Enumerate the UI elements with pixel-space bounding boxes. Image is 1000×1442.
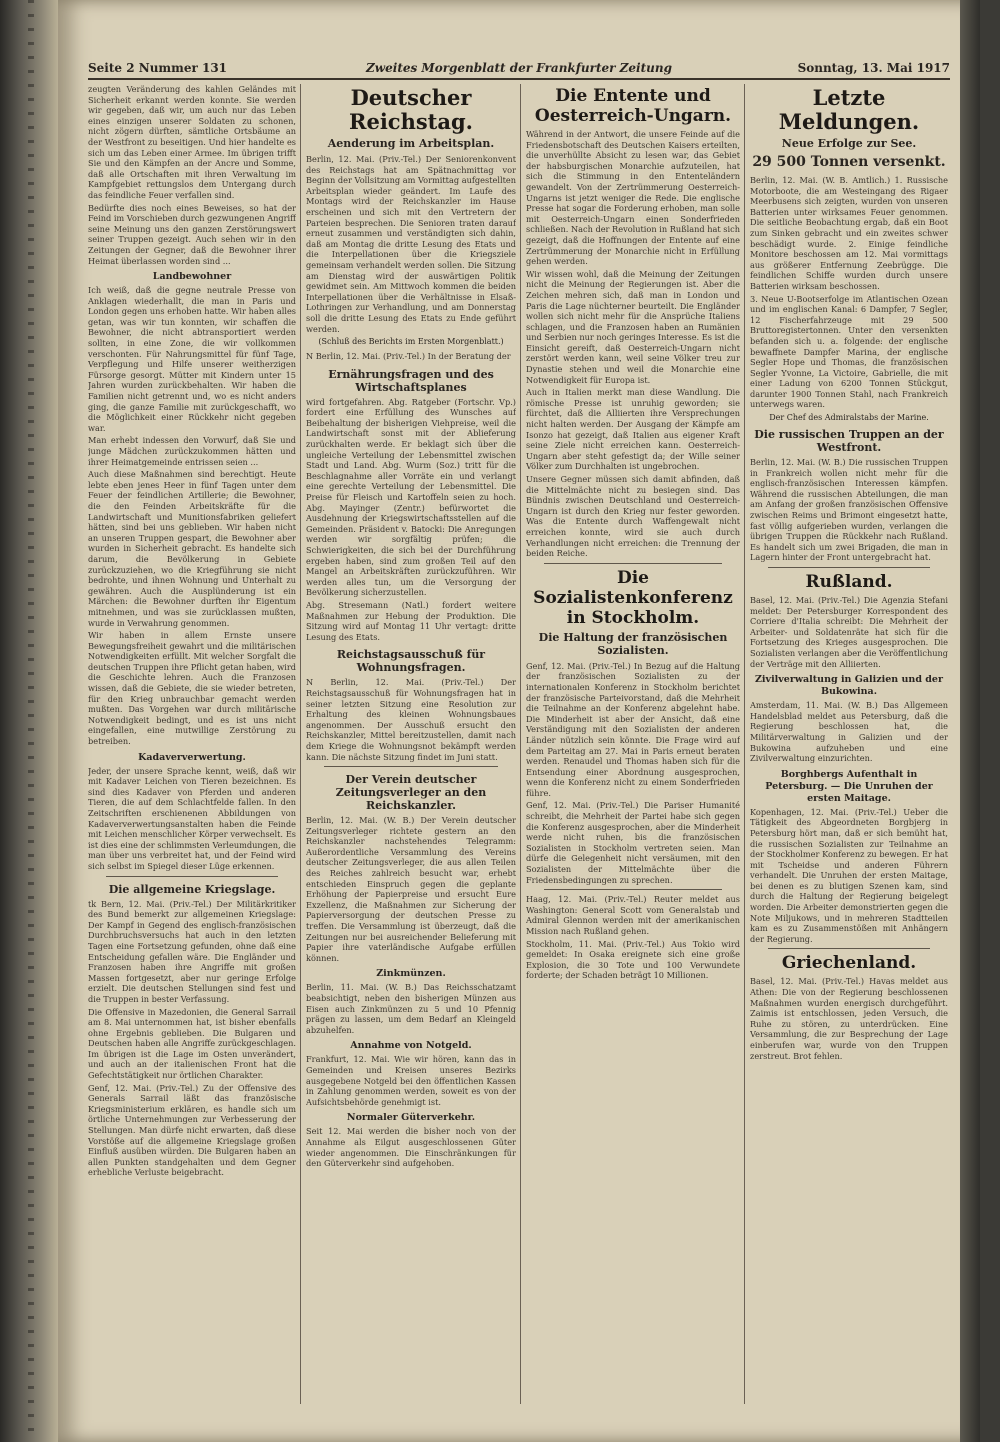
divider [544, 889, 722, 890]
section-heading: Zinkmünzen. [376, 968, 446, 980]
article-paragraph: N Berlin, 12. Mai. (Priv.-Tel.) Der Reichstagsausschuß für Wohnungsfragen hat in seiner letzten Sitzung eine Resolution zur Erhaltung des kleinen Wohnungsbaues angenommen. Der Ausschuß ersucht den Reichskanzler, Mittel bereitzustellen, damit nach dem Kriege die Wohnungsnot bekämpft werden kann. Die nächste Sitzung findet im Juni statt. [306, 677, 516, 762]
column-3 [526, 84, 740, 1404]
column-1 [88, 84, 296, 1404]
article-paragraph: 3. Neue U-Bootserfolge im Atlantischen Ozean und im englischen Kanal: 6 Dampfer, 7 Segler, 12 Fischerfahrzeuge mit 29 500 Bruttoregistertonnen. Unter den versenkten befanden sich u. a. folgende: der englische bewaffnete Dampfer Marina, der englische Segler Hope und Thomas, die französischen Segler Yvonne, La Victoire, Gabrielle, die mit einer Ladung von 6200 Tonnen Stückgut, darunter 1900 Tonnen Stahl, nach Frankreich unterwegs waren. [750, 293, 948, 410]
binding-stitches [28, 0, 34, 1442]
section-heading: Landbewohner [152, 271, 232, 283]
article-paragraph: N Berlin, 12. Mai. (Priv.-Tel.) In der Beratung der [306, 351, 511, 362]
article-paragraph: Wir haben in allem Ernste unsere Bewegungsfreiheit gewahrt und die militärischen Notwendigkeiten erfüllt. Mit welcher Sorgfalt die deutschen Truppen ihre Pflicht getan haben, wird die Geschichte lehren. Auch die Franzosen wissen, daß die Gebiete, die sie wieder betreten, für den Krieg unbrauchbar gemacht werden mußten. Das Vorgehen war durch militärische Notwendigkeit bedingt, und es ist uns nicht eingefallen, eine mutwillige Zerstörung zu betreiben. [88, 630, 296, 747]
section-heading: Annahme von Notgeld. [350, 1040, 472, 1052]
divider [768, 948, 930, 949]
article-headline: Die allgemeine Kriegslage. [108, 882, 276, 896]
column-4 [750, 84, 948, 1404]
article-paragraph: Berlin, 12. Mai. (W. B. Amtlich.) 1. Russische Motorboote, die am Westeingang des Rigaer Meerbusens sich zeigten, wurden von unseren Batterien unter wirksames Feuer genommen. Die seitliche Beobachtung ergab, daß ein Boot zum Sinken gebracht und ein zweites schwer beschädigt wurde. 2. Einige feindliche Monitore beschossen am 12. Mai vormittags aus größerer Entfernung Zeebrügge. Die feindlichen Schiffe wurden durch unsere Batterien wirksam beschossen. [750, 175, 948, 291]
article-paragraph: Jeder, der unsere Sprache kennt, weiß, daß wir mit Kadaver Leichen von Tieren bezeichnen. Es sind dies Kadaver von Pferden und anderen Tieren, die auf dem Schlachtfelde fallen. In den Zeitschriften erschienenen Abbildungen von Kadaververwertungsanstalten haben die Feinde mit Leichen menschlicher Körper verwechselt. Es ist dies eine der schlimmsten Verleumdungen, die man über uns verbreitet hat, und der Feind wird sich selbst im Spiegel dieser Lüge erkennen. [88, 765, 296, 871]
article-paragraph: Genf, 12. Mai. (Priv.-Tel.) Die Pariser Humanité schreibt, die Mehrheit der Partei habe sich gegen die Konferenz ausgesprochen, aber die Minderheit werde nicht ruhen, bis die französischen Sozialisten in Stockholm vertreten seien. Man dürfe die Gelegenheit nicht versäumen, mit den Sozialisten der Mittelmächte über die Friedensbedingungen zu sprechen. [526, 800, 740, 885]
article-headline: Deutscher Reichstag. [349, 85, 473, 134]
article-subheadline: 29 500 Tonnen versenkt. [752, 154, 946, 170]
page-number: Seite 2 Nummer 131 [88, 61, 228, 75]
article-paragraph: Während in der Antwort, die unsere Feinde auf die Friedensbotschaft des Deutschen Kaisers erteilten, die unverhüllte Absicht zu lesen war, das Gebiet der habsburgischen Monarchie aufzuteilen, hat sich die Stimmung in den Ententeländern gewandelt. Von der Zertrümmerung Oesterreich-Ungarns ist jetzt weniger die Rede. Die englische Presse hat sogar die Forderung erhoben, man solle mit Oesterreich-Ungarn einen Sonderfrieden schließen. Nach der Revolution in Rußland hat sich gezeigt, daß die Hoffnungen der Entente auf eine Zertrümmerung der Monarchie nicht in Erfüllung gehen werden. [526, 129, 740, 267]
article-paragraph: Die Offensive in Mazedonien, die General Sarrail am 8. Mai unternommen hat, ist bisher ebenfalls ohne Ergebnis geblieben. Die Bulgaren und Deutschen haben alle Angriffe zurückgeschlagen. Im übrigen ist die Lage im Osten unverändert, und auch an der italienischen Front hat die Gefechtstätigkeit nur örtlichen Charakter. [88, 1006, 296, 1081]
article-signature: Der Chef des Admiralstabs der Marine. [769, 413, 929, 423]
article-paragraph: Basel, 12. Mai. (Priv.-Tel.) Havas meldet aus Athen: Die von der Regierung beschlossenen Maßnahmen wurden energisch durchgeführt. Zaimis ist entschlossen, jeden Versuch, die Ruhe zu stören, zu unterdrücken. Eine Versammlung, die zur Besprechung der Lage einberufen war, wurde von den Truppen zerstreut. Brot fehlen. [750, 976, 948, 1061]
article-paragraph: Genf, 12. Mai. (Priv.-Tel.) In Bezug auf die Haltung der französischen Sozialisten zu der internationalen Konferenz in Stockholm berichtet der französische Parteivorstand, daß die Mehrheit die Teilnahme an der Konferenz abgelehnt habe. Die Minderheit ist aber der Ansicht, daß eine Verständigung mit den Sozialisten der anderen Länder nützlich sein könnte. Die Frage wird auf dem Parteitag am 27. Mai in Paris erneut beraten werden. Renaudel und Thomas haben sich für die Entsendung einer Abordnung ausgesprochen, wenn die Konferenz nicht zu einem Sonderfrieden führe. [526, 660, 740, 798]
section-heading: Borghbergs Aufenthalt in Petersburg. — Die Unruhen der ersten Maitage. [765, 768, 933, 804]
article-headline: Die Sozialistenkonferenz in Stockholm. [533, 567, 733, 628]
column-rule [744, 84, 745, 1404]
article-headline: Der Verein deutscher Zeitungsverleger an den Reichskanzler. [335, 773, 487, 813]
article-paragraph: Amsterdam, 11. Mai. (W. B.) Das Allgemeen Handelsblad meldet aus Petersburg, daß die Regierung beschlossen hat, die Militärverwaltung in Galizien und der Bukowina aufzuheben und eine Zivilverwaltung einzurichten. [750, 700, 948, 764]
article-note: (Schluß des Berichts im Ersten Morgenblatt.) [318, 337, 504, 347]
article-paragraph: Berlin, 12. Mai. (W. B.) Der Verein deutscher Zeitungsverleger richtete gestern an den Reichskanzler nachstehendes Telegramm: Außerordentliche Versammlung des Vereins deutscher Zeitungsverleger, die aus allen Teilen des Reiches zahlreich besucht war, erhebt entschieden Einspruch gegen die geplante Erhöhung der Papierpreise und ersucht Eure Exzellenz, die Maßnahmen zur Sicherung der Papierversorgung der deutschen Presse zu treffen. Die Versammlung ist überzeugt, daß die Zeitungen nur bei ausreichender Belieferung mit Papier ihre vaterländische Aufgabe erfüllen können. [306, 815, 516, 963]
section-heading: Kadaververwertung. [138, 751, 246, 763]
article-paragraph: Haag, 12. Mai. (Priv.-Tel.) Reuter meldet aus Washington: General Scott vom Generalstab und Admiral Glennon werden mit der amerikanischen Mission nach Rußland gehen. [526, 894, 740, 936]
article-paragraph: Kopenhagen, 12. Mai. (Priv.-Tel.) Ueber die Tätigkeit des Abgeordneten Borgbjerg in Petersburg hört man, daß er sich bemüht hat, die russischen Sozialisten zur Teilnahme an der Stockholmer Konferenz zu bewegen. Er hat mit Tscheidse und anderen Führern verhandelt. Die Unruhen der ersten Maitage, bei denen es zu blutigen Szenen kam, sind durch die Haltung der Regierung beigelegt worden. Die Arbeiter demonstrierten gegen die Note Miljukows, und in mehreren Stadtteilen kam es zu Zusammenstößen mit Anhängern der Regierung. [750, 806, 948, 944]
masthead: Zweites Morgenblatt der Frankfurter Zeitung [366, 61, 672, 75]
article-paragraph: Berlin, 11. Mai. (W. B.) Das Reichsschatzamt beabsichtigt, neben den bisherigen Münzen aus Eisen auch Zinkmünzen zu 5 und 10 Pfennig prägen zu lassen, um dem Bedarf an Kleingeld abzuhelfen. [306, 982, 516, 1035]
article-subheadline: Neue Erfolge zur See. [781, 137, 917, 150]
column-rule [520, 84, 521, 1404]
article-paragraph: Auch in Italien merkt man diese Wandlung. Die römische Presse ist unruhig geworden; sie fürchtet, daß die Alliierten ihre Versprechungen nicht halten werden. Der Ausgang der Kämpfe am Isonzo hat gezeigt, daß Italien aus eigener Kraft seine Ziele nicht erreichen kann. Oesterreich-Ungarn aber steht gefestigt da; der Wille seiner Völker zum Durchhalten ist ungebrochen. [526, 387, 740, 472]
article-paragraph: Genf, 12. Mai. (Priv.-Tel.) Zu der Offensive des Generals Sarrail läßt das französische Kriegsministerium erklären, es handle sich um örtliche Unternehmungen zur Verbesserung der Stellungen. Man dürfe nicht erwarten, daß diese Vorstöße auf die allgemeine Kriegslage großen Einfluß ausüben würden. Die Bulgaren haben an allen Punkten standgehalten und dem Gegner erhebliche Verluste beigebracht. [88, 1082, 296, 1178]
section-heading: Zivilverwaltung in Galizien und der Bukowina. [755, 674, 943, 698]
article-paragraph: Basel, 12. Mai. (Priv.-Tel.) Die Agenzia Stefani meldet: Der Petersburger Korrespondent des Corriere d'Italia schreibt: Die Mehrheit der Arbeiter- und Soldatenräte hat sich für die Fortsetzung des Krieges ausgesprochen. Die Sozialisten verlangen aber die Veröffentlichung der Verträge mit den Alliierten. [750, 595, 948, 669]
section-heading: Die russischen Truppen an der Westfront. [754, 428, 944, 455]
article-paragraph: Stockholm, 11. Mai. (Priv.-Tel.) Aus Tokio wird gemeldet: In Osaka ereignete sich eine große Explosion, die 30 Tote und 100 Verwundete forderte; der Schaden beträgt 10 Millionen. [526, 938, 740, 981]
article-subheadline: Die Haltung der französischen Sozialisten. [538, 630, 728, 657]
article-headline: Die Entente und Oesterreich-Ungarn. [534, 86, 732, 126]
article-paragraph: Abg. Stresemann (Natl.) fordert weitere Maßnahmen zur Hebung der Produktion. Die Sitzung wird auf Montag 11 Uhr vertagt: dritte Lesung des Etats. [306, 599, 516, 642]
article-paragraph: Unsere Gegner müssen sich damit abfinden, daß die Mittelmächte nicht zu besiegen sind. Das Bündnis zwischen Deutschland und Oesterreich-Ungarn ist durch den Krieg nur fester geworden. Was die Entente durch Waffengewalt nicht erreichen konnte, wird sie auch durch Verhandlungen nicht erreichen: die Trennung der beiden Reiche. [526, 474, 740, 559]
article-paragraph: Berlin, 12. Mai. (Priv.-Tel.) Der Seniorenkonvent des Reichstags hat am Spätnachmittag vor Beginn der Vollsitzung am Vormittag aufgestellten Arbeitsplan wieder geändert. Im Laufe des Montags wird der Reichskanzler im Hause erscheinen und sich mit den Vertretern der Parteien besprechen. Die Senioren traten darauf erneut zusammen und verständigten sich dahin, daß am Montag die dritte Lesung des Etats und die Interpellationen über die Kriegsziele gemeinsam verhandelt werden sollen. Die Sitzung am Dienstag wird der auswärtigen Politik gewidmet sein. Am Mittwoch kommen die beiden Interpellationen über die Verhältnisse in Elsaß-Lothringen zur Verhandlung, und am Donnerstag soll die dritte Lesung des Etats zu Ende geführt werden. [306, 154, 516, 334]
section-heading: Ernährungsfragen und des Wirtschaftsplanes [328, 367, 494, 394]
column-2 [306, 84, 516, 1404]
divider [768, 567, 930, 568]
article-paragraph: wird fortgefahren. Abg. Ratgeber (Fortschr. Vp.) fordert eine Erfüllung des Wunsches auf Beibehaltung der bisherigen Viehpreise, weil die Landwirtschaft sonst mit der Ablieferung zurückhalten werde. Er beklagt sich über die ungleiche Verteilung der Lebensmittel zwischen Stadt und Land. Abg. Wurm (Soz.) tritt für die Beschlagnahme aller Vorräte ein und verlangt eine gerechte Verteilung der Lebensmittel. Die Preise für Fleisch und Kartoffeln seien zu hoch. Abg. Mayinger (Zentr.) befürwortet die Ausdehnung der Kriegswirtschaftsstellen auf die Gemeinden. Präsident v. Batocki: Die Anregungen werden wir sorgfältig prüfen; die Schwierigkeiten, die sich bei der Durchführung ergeben haben, sind zum großen Teil auf den Mangel an Arbeitskräften zurückzuführen. Wir werden alles tun, um die Versorgung der Bevölkerung sicherzustellen. [306, 396, 516, 598]
section-heading: Reichstagsausschuß für Wohnungsfragen. [336, 648, 486, 675]
issue-date: Sonntag, 13. Mai 1917 [797, 61, 950, 75]
article-paragraph: Berlin, 12. Mai. (W. B.) Die russischen Truppen in Frankreich wollen nicht mehr für die englisch-französischen Interessen kämpfen. Während die russischen Abteilungen, die man am Anfang der großen französischen Offensive zwischen Reims und Brimont eingesetzt hatte, fast völlig aufgerieben wurden, verlangen die übrigen Truppen die Rückkehr nach Rußland. Es handelt sich um zwei Brigaden, die man in Lagern hinter der Front untergebracht hat. [750, 457, 948, 563]
newspaper-page [58, 0, 980, 1442]
page-header [88, 56, 950, 80]
column-rule [300, 84, 301, 1404]
divider [544, 563, 722, 564]
article-paragraph: Ich weiß, daß die gegne neutrale Presse von Anklagen wiederhallt, die man in Paris und London gegen uns erhoben hatte. Wir haben alles getan, was wir tun konnten, wir schaffen die Bewohner, die nicht abtransportiert werden sollten, in eine Zone, die wir vollkommen verschonten. Für Nahrungsmittel für fünf Tage, Verpflegung und Hilfe unserer weitherzigen Fürsorge gesorgt. Mütter mit Kindern unter 15 Jahren wurden zurückbehalten. Wir haben die Familien nicht getrennt und, wo es nicht anders ging, die ganze Familie mit zurückgeschafft, wo die Möglichkeit einer Rückkehr nicht gegeben war. [88, 285, 296, 433]
page-edge-shadow [960, 0, 980, 1442]
article-paragraph: Bedürfte dies noch eines Beweises, so hat der Feind im Vorschieben durch gezwungenen Angriff seine Meinung uns den ganzen Zerstörungswert seiner Truppen gezeigt. Auch sehen wir in den Zeitungen der Gegner, daß die Bewohner ihrer Heimat überlassen worden sind ... [88, 202, 296, 266]
article-paragraph: Auch diese Maßnahmen sind berechtigt. Heute lebte eben jenes Heer in fünf Tagen unter dem Feuer der feindlichen Artillerie; die Bewohner, die den Feinden Arbeitskräfte für die Landwirtschaft und Munitionsfabriken geliefert hätten, sind bei uns geblieben. Wir haben nicht an unseren Truppen gespart, die Bewohner aber wurden in Sicherheit gebracht. Es handelte sich darum, die Bevölkerung in Gebiete zurückzuziehen, wo die Kriegführung sie nicht bedrohte, und ihnen Wohnung und Unterhalt zu gewähren. Auch die Ausplünderung ist ein Märchen: die Bewohner durften ihr Eigentum mitnehmen, und was sie zurücklassen mußten, wurde in Verwahrung genommen. [88, 469, 296, 628]
article-headline: Griechenland. [781, 953, 917, 974]
book-spine [0, 0, 58, 1442]
article-paragraph: Frankfurt, 12. Mai. Wie wir hören, kann das in Gemeinden und Kreisen unseres Bezirks ausgegebene Notgeld bei den öffentlichen Kassen in Zahlung genommen werden, soweit es von der Aufsichtsbehörde genehmigt ist. [306, 1054, 516, 1107]
article-headline: Rußland. [805, 572, 893, 592]
article-paragraph: Wir wissen wohl, daß die Meinung der Zeitungen nicht die Meinung der Regierungen ist. Aber die Zeichen mehren sich, daß man in London und Paris die Lage nüchterner beurteilt. Die Engländer wollen sich nicht mehr für die Ansprüche Italiens schlagen, und die Franzosen haben an Rumänien und Serbien nur noch geringes Interesse. Es ist die Einsicht gereift, daß Oesterreich-Ungarn nicht zerstört werden kann, weil seine Völker treu zur Dynastie stehen und weil die Monarchie eine Notwendigkeit für Europa ist. [526, 268, 740, 385]
article-headline: Letzte Meldungen. [778, 85, 920, 134]
article-paragraph: tk Bern, 12. Mai. (Priv.-Tel.) Der Militärkritiker des Bund bemerkt zur allgemeinen Kriegslage: Der Kampf in Gegend des englisch-französischen Durchbruchsversuchs hat auch in den letzten Tagen eine Fortsetzung gefunden, ohne daß eine Entscheidung gefallen wäre. Die Engländer und Franzosen haben ihre Angriffe mit großen Massen fortgesetzt, aber nur geringe Erfolge erzielt. Die deutschen Stellungen sind fest und die Truppen in bester Verfassung. [88, 898, 296, 1004]
article-paragraph: Seit 12. Mai werden die bisher noch von der Annahme als Eilgut ausgeschlossenen Güter wieder angenommen. Die Einschränkungen für den Güterverkehr sind aufgehoben. [306, 1126, 516, 1169]
divider [324, 766, 498, 767]
article-paragraph: Man erhebt indessen den Vorwurf, daß Sie und junge Mädchen zurückzukommen hätten und ihrer Heimatgemeinde entrissen seien ... [88, 435, 296, 467]
divider [106, 876, 278, 877]
article-subheadline: Aenderung im Arbeitsplan. [327, 137, 495, 150]
section-heading: Normaler Güterverkehr. [346, 1112, 476, 1124]
article-paragraph: zeugten Veränderung des kahlen Geländes mit Sicherheit erkannt werden konnte. Sie werden wir gegeben, daß wir, um auch nur das Leben eines einzigen unserer Soldaten zu schonen, nicht zögern dürften, sämtliche Ortsbäume an der Westfront zu beseitigen. Und hier handelte es sich um das Leben einer Armee. Im übrigen trifft Sie und den Kämpfen an der Ancre und Somme, daß alle Ortschaften mit ihren Verwaltung im Kampfgebiet rettungslos dem Untergang durch das feindliche Feuer verfallen sind. [88, 84, 296, 200]
